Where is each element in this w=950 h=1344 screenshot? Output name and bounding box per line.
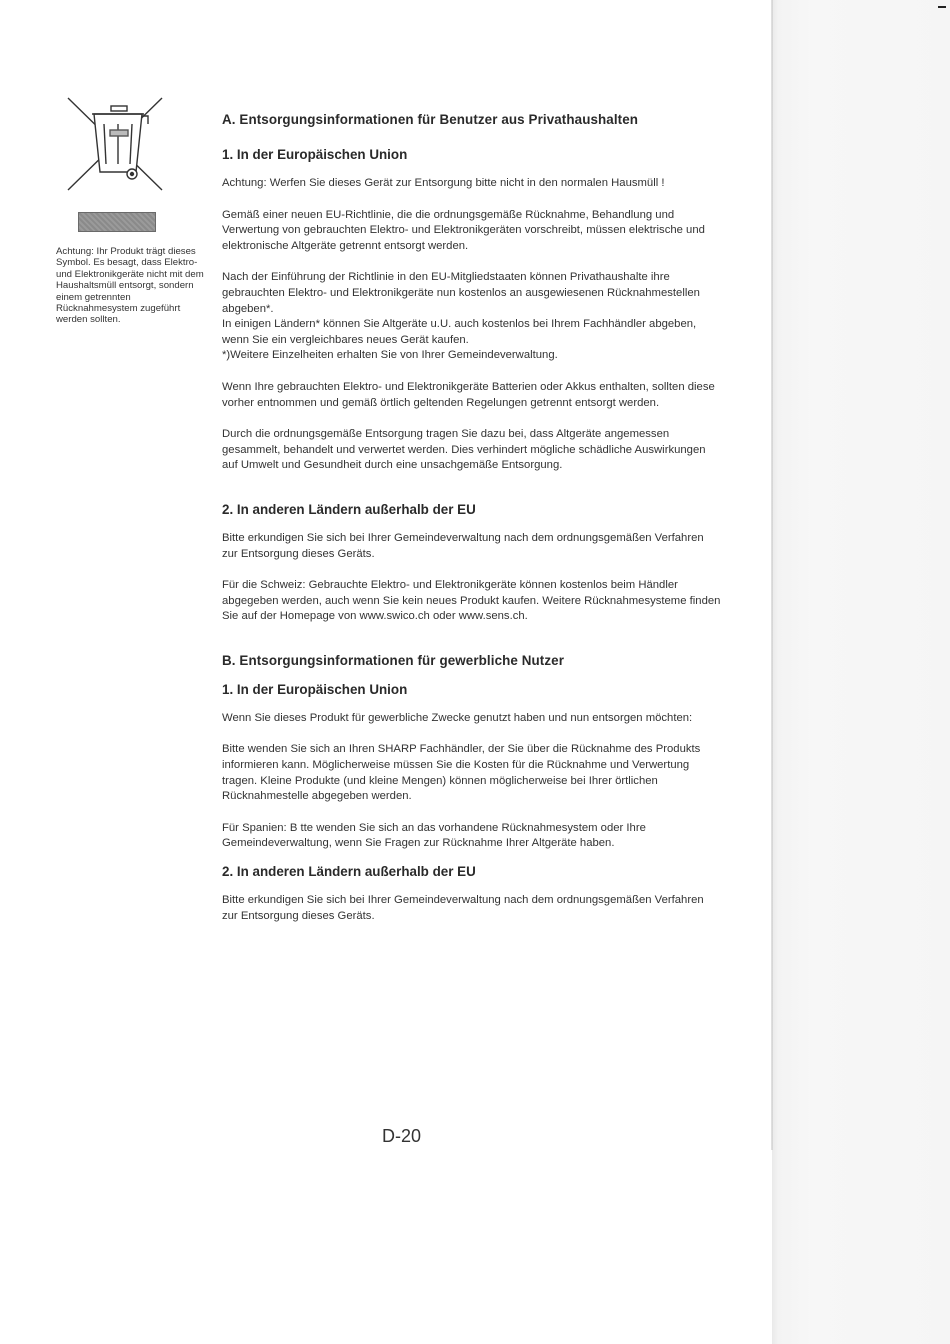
section-b-eu-p2: Bitte wenden Sie sich an Ihren SHARP Fachhändler, der Sie über die Rücknahme des Produkts informieren kann. Möglicherweise müssen Sie die Kosten für die Rücknahme und Verwertung tragen. Kleine Produkte (und kleine Mengen) können möglicherweise bei Ihrer örtlichen Rücknahmestelle abgegeben werden. <box>222 743 701 803</box>
section-a-eu-p2: Gemäß einer neuen EU-Richtlinie, die die ordnungsgemäße Rücknahme, Behandlung und Verwertung von gebrauchten Elektro- und Elektronikgeräten vorschreibt, müssen elektrische und elektronische Altgeräte getrennt entsorgt werden. <box>222 208 705 252</box>
section-a-eu-p1: Achtung: Werfen Sie dieses Gerät zur Entsorgung bitte nicht in den normalen Hausmüll ! <box>222 177 665 189</box>
section-a-eu-p3c: *)Weitere Einzelheiten erhalten Sie von Ihrer Gemeindeverwaltung. <box>222 349 558 362</box>
section-a-non-eu-heading: 2. In anderen Ländern außerhalb der EU <box>222 501 476 517</box>
section-b-eu-p1: Wenn Sie dieses Produkt für gewerbliche Zwecke genutzt haben und nun entsorgen möchten: <box>222 711 693 724</box>
main-content <box>222 112 722 924</box>
section-a-eu-p3a: Nach der Einführung der Richtlinie in den EU-Mitgliedstaaten können Privathaushalte ihre gebrauchten Elektro- und Elektronikgeräte nun kostenlos an ausgewiesenen Rücknahmestellen abgeben*. <box>222 271 700 315</box>
section-b-non-eu-p1: Bitte erkundigen Sie sich bei Ihrer Gemeindeverwaltung nach dem ordnungsgemäßen Verfahren zur Entsorgung dieses Geräts. <box>222 894 704 922</box>
crossed-out-wheelie-bin-icon <box>62 94 168 196</box>
separate-collection-bar <box>78 212 156 232</box>
section-b-title: B. Entsorgungsinformationen für gewerbliche Nutzer <box>222 652 565 668</box>
section-b-eu-p3: Für Spanien: B tte wenden Sie sich an das vorhandene Rücknahmesystem oder Ihre Gemeindeverwaltung, wenn Sie Fragen zur Rücknahme Ihrer Altgeräte haben. <box>222 821 646 850</box>
scan-fold-line <box>771 0 773 1150</box>
section-b-non-eu-heading: 2. In anderen Ländern außerhalb der EU <box>222 864 476 880</box>
side-note: Achtung: Ihr Produkt trägt dieses Symbol. Es besagt, dass Elektro- und Elektronikgeräte nicht mit dem Haushaltsmüll entsorgt, sondern einem getrennten Rücknahmesystem zugeführt werden sollten. <box>56 246 204 326</box>
scan-shadow-edge <box>772 0 950 1344</box>
section-a-eu-p5: Durch die ordnungsgemäße Entsorgung tragen Sie dazu bei, dass Altgeräte angemessen gesammelt, behandelt und verwertet werden. Dies verhindert mögliche schädliche Auswirkungen auf Umwelt und Gesundheit durch eine unsachgemäße Entsorgung. <box>222 428 706 472</box>
section-b-eu-heading: 1. In der Europäischen Union <box>222 681 408 697</box>
scan-mark <box>938 6 946 8</box>
section-a-title: A. Entsorgungsinformationen für Benutzer aus Privathaushalten <box>222 112 639 127</box>
section-a-non-eu-p2: Für die Schweiz: Gebrauchte Elektro- und Elektronikgeräte können kostenlos beim Händler abgegeben werden, auch wenn Sie kein neues Produkt kaufen. Weitere Rücknahmesysteme finden Sie auf der Homepage von www.swico.ch oder www.sens.ch. <box>222 579 721 623</box>
section-a-eu-heading: 1. In der Europäischen Union <box>222 147 408 162</box>
section-a-eu-p3b: In einigen Ländern* können Sie Altgeräte u.U. auch kostenlos bei Ihrem Fachhändler abgeben, wenn Sie ein vergleichbares neues Gerät kaufen. <box>222 318 697 346</box>
section-a-non-eu-p1: Bitte erkundigen Sie sich bei Ihrer Gemeindeverwaltung nach dem ordnungsgemäßen Verfahren zur Entsorgung dieses Geräts. <box>222 531 704 560</box>
page-number: D-20 <box>382 1126 422 1146</box>
section-a-eu-p4: Wenn Ihre gebrauchten Elektro- und Elektronikgeräte Batterien oder Akkus enthalten, sollten diese vorher entnommen und gemäß örtlich geltenden Regelungen getrennt entsorgt werden. <box>222 380 715 409</box>
